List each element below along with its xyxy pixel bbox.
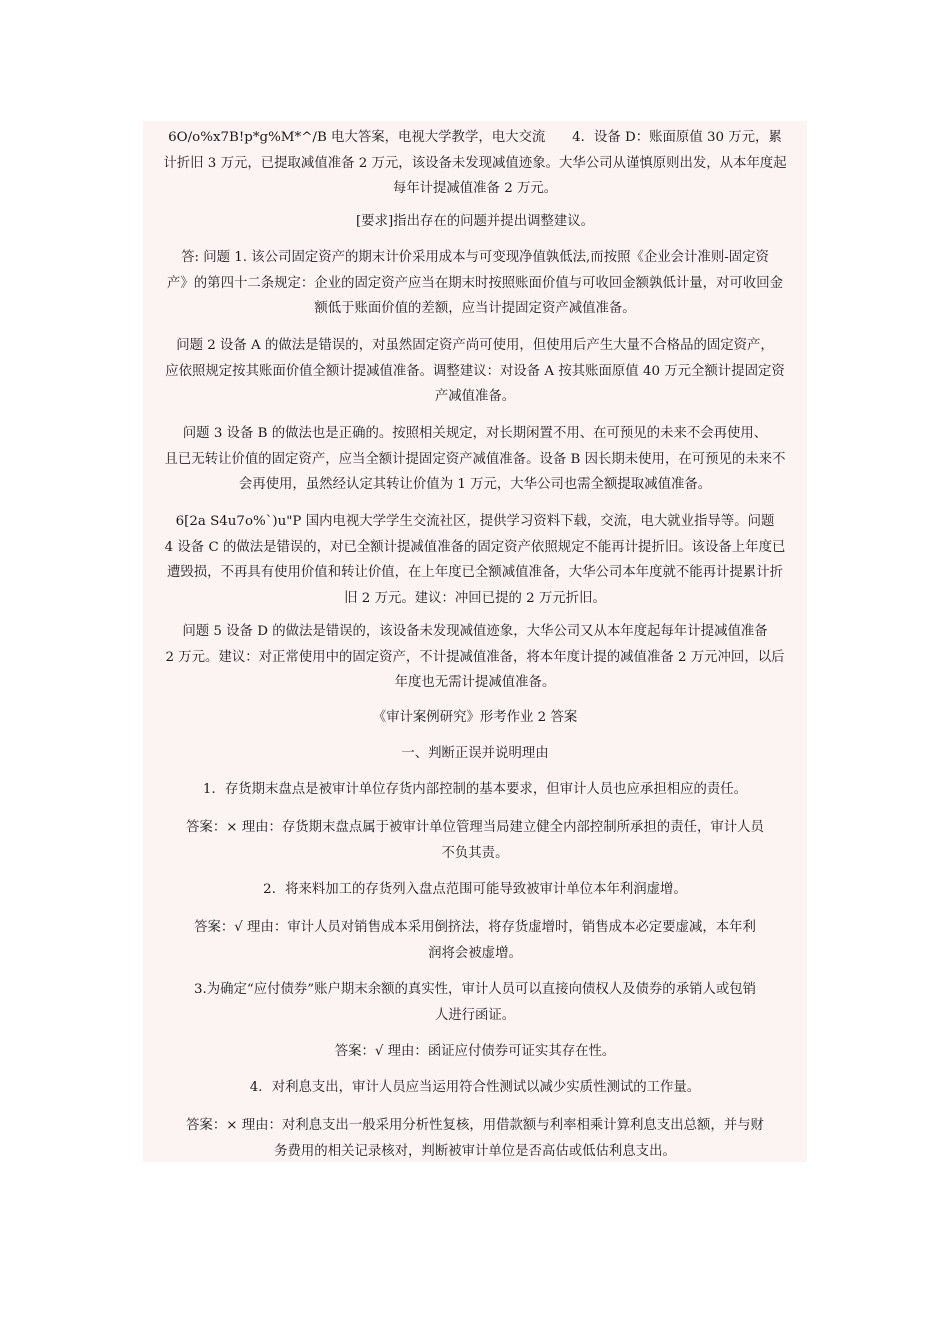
text-line: 1．存货期末盘点是被审计单位存货内部控制的基本要求，但审计人员也应承担相应的责任。 [202, 782, 748, 797]
text-line: 《审计案例研究》形考作业 2 答案 [372, 710, 578, 725]
paragraph [143, 705, 807, 731]
text-line: 旧 2 万元。建议：冲回已提的 2 万元折旧。 [344, 590, 606, 606]
paragraph [143, 815, 807, 866]
paragraph [143, 741, 807, 767]
text-line: 问题 2 设备 A 的做法是错误的，对虽然固定资产尚可使用，但使用后产生大量不合格品的固定资产， [176, 338, 774, 353]
text-line: [要求]指出存在的问题并提出调整建议。 [355, 214, 595, 229]
text-line: 6[2a S4u7o%`)u"P 国内电视大学学生交流社区，提供学习资料下载，交流，电大就业指导等。问题 [175, 514, 775, 529]
paragraph [143, 619, 807, 696]
text-line: 会再使用，虽然经认定其转让价值为 1 万元，大华公司也需全额提取减值准备。 [238, 477, 712, 492]
text-line: 问题 5 设备 D 的做法是错误的，该设备未发现减值迹象，大华公司又从本年度起每年计提减值准备 [182, 624, 768, 639]
text-line: 一、判断正误并说明理由 [401, 746, 549, 761]
text-line: 且已无转让价值的固定资产，应当全额计提固定资产减值准备。设备 B 因长期未使用，在可预见的未来不 [164, 451, 786, 467]
text-line: 润将会被虚增。 [428, 945, 522, 961]
text-line: 4 设备 C 的做法是错误的，对已全额计提减值准备的固定资产依照规定不能再计提折旧。该设备上年度已 [164, 539, 786, 555]
text-line: 遭毁损，不再具有使用价值和转让价值，在上年度已全额减值准备，大华公司本年度就不能再计提累计折 [167, 565, 783, 580]
text-line: 年度也无需计提减值准备。 [394, 675, 556, 690]
paragraph [143, 421, 807, 498]
paragraph [143, 777, 807, 803]
text-line: 3.为确定“应付债券”账户期末余额的真实性，审计人员可以直接向债权人及债券的承销人或包销 [193, 982, 757, 997]
text-line: 应依照规定按其账面价值全额计提减值准备。调整建议：对设备 A 按其账面原值 40 万元全额计提固定资 [165, 363, 785, 379]
paragraph [143, 125, 807, 202]
text-line: 答: 问题 1. 该公司固定资产的期末计价采用成本与可变现净值孰低法,而按照《企业会计准则-固定资 [181, 250, 769, 265]
paragraph [143, 333, 807, 410]
text-line: 2 万元。建议：对正常使用中的固定资产，不计提减值准备，将本年度计提的减值准备 2 万元冲回，以后 [165, 649, 785, 665]
text-line: 人进行函证。 [434, 1007, 516, 1023]
paragraph [143, 915, 807, 966]
text-line: 产减值准备。 [434, 389, 516, 404]
text-line: 额低于账面价值的差额，应当计提固定资产减值准备。 [314, 301, 636, 316]
text-line: 答案：√ 理由：函证应付债券可证实其存在性。 [334, 1044, 616, 1059]
paragraph [143, 509, 807, 611]
text-line: 答案：√ 理由：审计人员对销售成本采用倒挤法，将存货虚增时，销售成本必定要虚减，本年利 [194, 920, 756, 935]
paragraph [143, 977, 807, 1028]
paragraph [143, 1075, 807, 1101]
text-line: 6O/o%x7B!p*g%M*^/B 电大答案，电视大学教学，电大交流 4．设备 D：账面原值 30 万元，累 [168, 130, 782, 145]
paragraph [143, 877, 807, 903]
text-line: 答案：× 理由：存货期末盘点属于被审计单位管理当局建立健全内部控制所承担的责任，审计人员 [186, 820, 764, 835]
paragraph [143, 1039, 807, 1065]
document-page [143, 121, 807, 1162]
text-line: 务费用的相关记录核对，判断被审计单位是否高估或低估利息支出。 [274, 1143, 676, 1159]
text-line: 每年计提减值准备 2 万元。 [392, 181, 558, 196]
text-line: 产》的第四十二条规定：企业的固定资产应当在期末时按照账面价值与可收回金额孰低计量，对可收回金 [167, 275, 783, 291]
text-line: 4．对利息支出，审计人员应当运用符合性测试以减少实质性测试的工作量。 [249, 1080, 701, 1095]
text-line: 问题 3 设备 B 的做法也是正确的。按照相关规定，对长期闲置不用、在可预见的未来不会再使用、 [182, 426, 768, 441]
text-line: 2．将来料加工的存货列入盘点范围可能导致被审计单位本年利润虚增。 [263, 882, 687, 897]
paragraph [143, 209, 807, 235]
text-line: 计折旧 3 万元，已提取减值准备 2 万元，该设备未发现减值迹象。大华公司从谨慎原则出发，从本年度起 [163, 155, 787, 171]
text-line: 答案：× 理由：对利息支出一般采用分析性复核，用借款额与利率相乘计算利息支出总额，并与财 [186, 1118, 764, 1133]
paragraph [143, 245, 807, 322]
paragraph [143, 1113, 807, 1164]
text-line: 不负其责。 [441, 845, 509, 861]
